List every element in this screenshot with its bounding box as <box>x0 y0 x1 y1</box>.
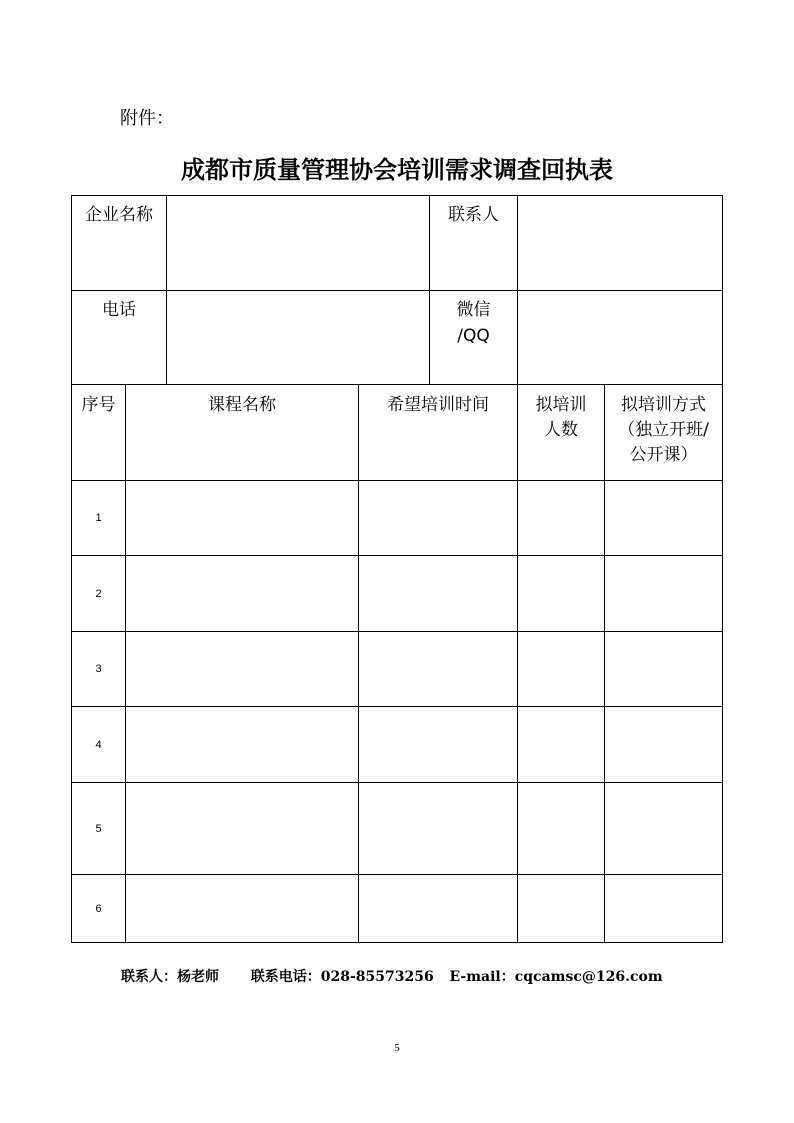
training-time-cell[interactable] <box>359 556 518 632</box>
course-name-cell[interactable] <box>126 632 359 707</box>
table-row <box>72 556 723 632</box>
wechat-qq-label <box>430 291 518 385</box>
row-number: 5 <box>72 783 126 875</box>
course-name-cell[interactable] <box>126 875 359 943</box>
row-number: 2 <box>72 556 126 632</box>
row-number: 1 <box>72 481 126 556</box>
course-name-cell[interactable] <box>126 783 359 875</box>
phone-row <box>72 291 723 385</box>
course-name-cell[interactable] <box>126 556 359 632</box>
seq-header: 序号 <box>72 385 126 481</box>
table-row <box>72 875 723 943</box>
row-number: 6 <box>72 875 126 943</box>
company-row <box>72 196 723 291</box>
table-row <box>72 481 723 556</box>
contact-person-field[interactable] <box>518 196 723 291</box>
form-title: 成都市质量管理协会培训需求调查回执表 <box>181 156 613 184</box>
phone-field[interactable] <box>167 291 430 385</box>
training-method-cell[interactable] <box>605 875 723 943</box>
training-method-header-line2: （独立开班/ <box>618 420 709 440</box>
trainee-count-cell[interactable] <box>518 875 605 943</box>
table-row <box>72 707 723 783</box>
survey-form-table <box>71 195 723 943</box>
page-number: 5 <box>394 1042 400 1054</box>
course-name-header: 课程名称 <box>126 385 359 481</box>
course-name-cell[interactable] <box>126 707 359 783</box>
training-time-cell[interactable] <box>359 632 518 707</box>
training-time-cell[interactable] <box>359 783 518 875</box>
table-row <box>72 783 723 875</box>
attachment-label: 附件： <box>120 108 174 129</box>
header-row <box>72 385 723 481</box>
training-method-cell[interactable] <box>605 632 723 707</box>
contact-person-label: 联系人 <box>430 196 518 291</box>
course-name-cell[interactable] <box>126 481 359 556</box>
trainee-count-cell[interactable] <box>518 707 605 783</box>
training-time-cell[interactable] <box>359 481 518 556</box>
training-method-header <box>605 385 723 481</box>
training-method-cell[interactable] <box>605 783 723 875</box>
wechat-label-line2: /QQ <box>457 326 490 346</box>
trainee-count-cell[interactable] <box>518 481 605 556</box>
training-method-header-line3: 公开课） <box>629 445 698 465</box>
training-method-cell[interactable] <box>605 481 723 556</box>
trainee-count-header-line1: 拟培训 <box>535 395 587 415</box>
trainee-count-header <box>518 385 605 481</box>
trainee-count-cell[interactable] <box>518 556 605 632</box>
company-name-field[interactable] <box>167 196 430 291</box>
training-time-cell[interactable] <box>359 875 518 943</box>
training-method-header-line1: 拟培训方式 <box>621 395 706 415</box>
trainee-count-header-line2: 人数 <box>544 420 578 440</box>
row-number: 3 <box>72 632 126 707</box>
training-method-cell[interactable] <box>605 556 723 632</box>
phone-label: 电话 <box>72 291 167 385</box>
training-time-header: 希望培训时间 <box>359 385 518 481</box>
wechat-label-line1: 微信 <box>456 300 491 320</box>
footer-email: E-mail：cqcamsc@126.com <box>449 969 663 985</box>
training-time-cell[interactable] <box>359 707 518 783</box>
table-row <box>72 632 723 707</box>
trainee-count-cell[interactable] <box>518 632 605 707</box>
company-name-label: 企业名称 <box>72 196 167 291</box>
footer-phone: 联系电话：028-85573256 <box>250 969 434 985</box>
footer-contact-person: 联系人：杨老师 <box>121 969 219 985</box>
wechat-qq-field[interactable] <box>518 291 723 385</box>
trainee-count-cell[interactable] <box>518 783 605 875</box>
footer-contact-info <box>121 966 663 986</box>
training-method-cell[interactable] <box>605 707 723 783</box>
row-number: 4 <box>72 707 126 783</box>
